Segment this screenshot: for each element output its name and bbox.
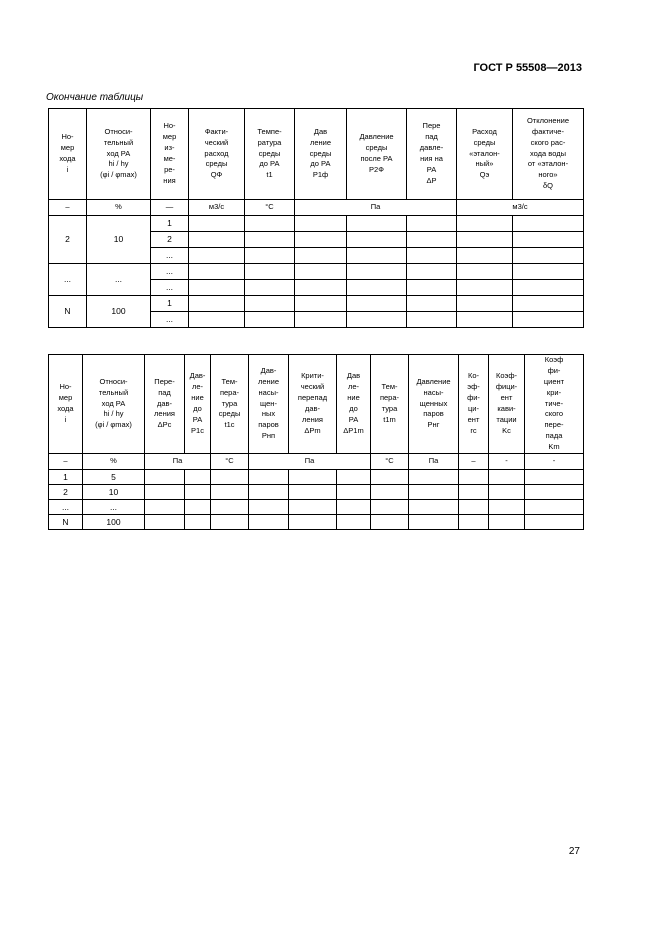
unit-cell: –	[459, 453, 489, 469]
table1-header-row	[49, 109, 584, 200]
unit-cell: м3/с	[189, 200, 245, 216]
header-temperature-m: Тем- пера- тура t1m	[371, 355, 409, 454]
header-pressure-before: Дав ление среды до РА P1ф	[295, 109, 347, 200]
measurement-cell: ...	[151, 280, 189, 296]
unit-cell: -	[525, 453, 584, 469]
header-temperature: Тем- пера- тура среды t1c	[211, 355, 249, 454]
relative-stroke-cell: ...	[87, 264, 151, 296]
header-relative-stroke: Относи- тельный ход РА hi / hy (φi / φmax)	[83, 355, 145, 454]
table-caption: Окончание таблицы	[46, 92, 144, 103]
header-pressure-before: Дав- ле- ние до РА P1c	[185, 355, 211, 454]
header-pressure-drop: Пере пад давле- ния на РА ΔP	[407, 109, 457, 200]
measurement-cell: ...	[151, 248, 189, 264]
stroke-cell: 2	[49, 484, 83, 499]
unit-cell: %	[83, 453, 145, 469]
table1-units-row	[49, 200, 584, 216]
relative-stroke-cell: 10	[87, 216, 151, 264]
header-reference-flow: Расход среды «эталон- ный» Qэ	[457, 109, 513, 200]
table-row	[49, 484, 584, 499]
table-row	[49, 499, 584, 514]
header-pressure-before-m: Дав ле- ние до РА ΔP1m	[337, 355, 371, 454]
table-row	[49, 514, 584, 529]
stroke-cell: ...	[49, 264, 87, 296]
unit-cell: °С	[245, 200, 295, 216]
measurement-cell: ...	[151, 264, 189, 280]
relative-stroke-cell: 100	[87, 296, 151, 328]
table-row	[49, 469, 584, 484]
relative-stroke-cell: 100	[83, 514, 145, 529]
header-measurement-number: Но- мер из- ме- ре- ния	[151, 109, 189, 200]
unit-cell: Па	[249, 453, 371, 469]
unit-cell: –	[49, 200, 87, 216]
header-actual-flow: Факти- ческий расход среды QФ	[189, 109, 245, 200]
header-coefficient-rc: Ко- эф- фи- ци- ент rc	[459, 355, 489, 454]
unit-cell: °С	[371, 453, 409, 469]
unit-cell: Па	[145, 453, 211, 469]
standard-number: ГОСТ Р 55508—2013	[473, 62, 582, 74]
unit-cell: –	[49, 453, 83, 469]
measurement-cell: 2	[151, 232, 189, 248]
header-flow-deviation: Отклонение фактиче- ского рас- хода воды от «эталон- ного» δQ	[513, 109, 584, 200]
header-relative-stroke: Относи- тельный ход РА hi / hy (φi / φmax)	[87, 109, 151, 200]
unit-cell: %	[87, 200, 151, 216]
header-stroke-number: Но- мер хода i	[49, 109, 87, 200]
header-pressure-drop: Пере- пад дав- ления ΔPc	[145, 355, 185, 454]
measurement-cell: 1	[151, 296, 189, 312]
header-saturated-vapor-pressure-m: Давление насы- щенных паров Pнг	[409, 355, 459, 454]
header-critical-drop-coefficient: Коэф фи- циент кри- тиче- ского пере- пада Km	[525, 355, 584, 454]
unit-cell: м3/с	[457, 200, 584, 216]
unit-cell: Па	[409, 453, 459, 469]
unit-cell: Па	[295, 200, 457, 216]
header-pressure-after: Давление среды после РА P2Ф	[347, 109, 407, 200]
unit-cell: °С	[211, 453, 249, 469]
table2-units-row	[49, 453, 584, 469]
header-cavitation-coefficient: Коэф- фици- ент кави- тации Kc	[489, 355, 525, 454]
table-row	[49, 216, 584, 232]
page-number: 27	[568, 846, 580, 857]
measurement-table-1	[48, 108, 584, 328]
stroke-cell: N	[49, 514, 83, 529]
measurement-cell: ...	[151, 312, 189, 328]
measurement-cell: 1	[151, 216, 189, 232]
header-stroke-number: Но- мер хода i	[49, 355, 83, 454]
stroke-cell: N	[49, 296, 87, 328]
table-row	[49, 296, 584, 312]
relative-stroke-cell: 10	[83, 484, 145, 499]
stroke-cell: 1	[49, 469, 83, 484]
measurement-table-2	[48, 354, 584, 530]
header-temperature: Темпе- ратура среды до РА t1	[245, 109, 295, 200]
header-saturated-vapor-pressure: Дав- ление насы- щен- ных паров Pнп	[249, 355, 289, 454]
unit-cell: —	[151, 200, 189, 216]
relative-stroke-cell: ...	[83, 499, 145, 514]
stroke-cell: ...	[49, 499, 83, 514]
stroke-cell: 2	[49, 216, 87, 264]
header-critical-pressure-drop: Крити- ческий перепад дав- ления ΔPm	[289, 355, 337, 454]
relative-stroke-cell: 5	[83, 469, 145, 484]
unit-cell: -	[489, 453, 525, 469]
table-row	[49, 264, 584, 280]
table2-header-row	[49, 355, 584, 454]
